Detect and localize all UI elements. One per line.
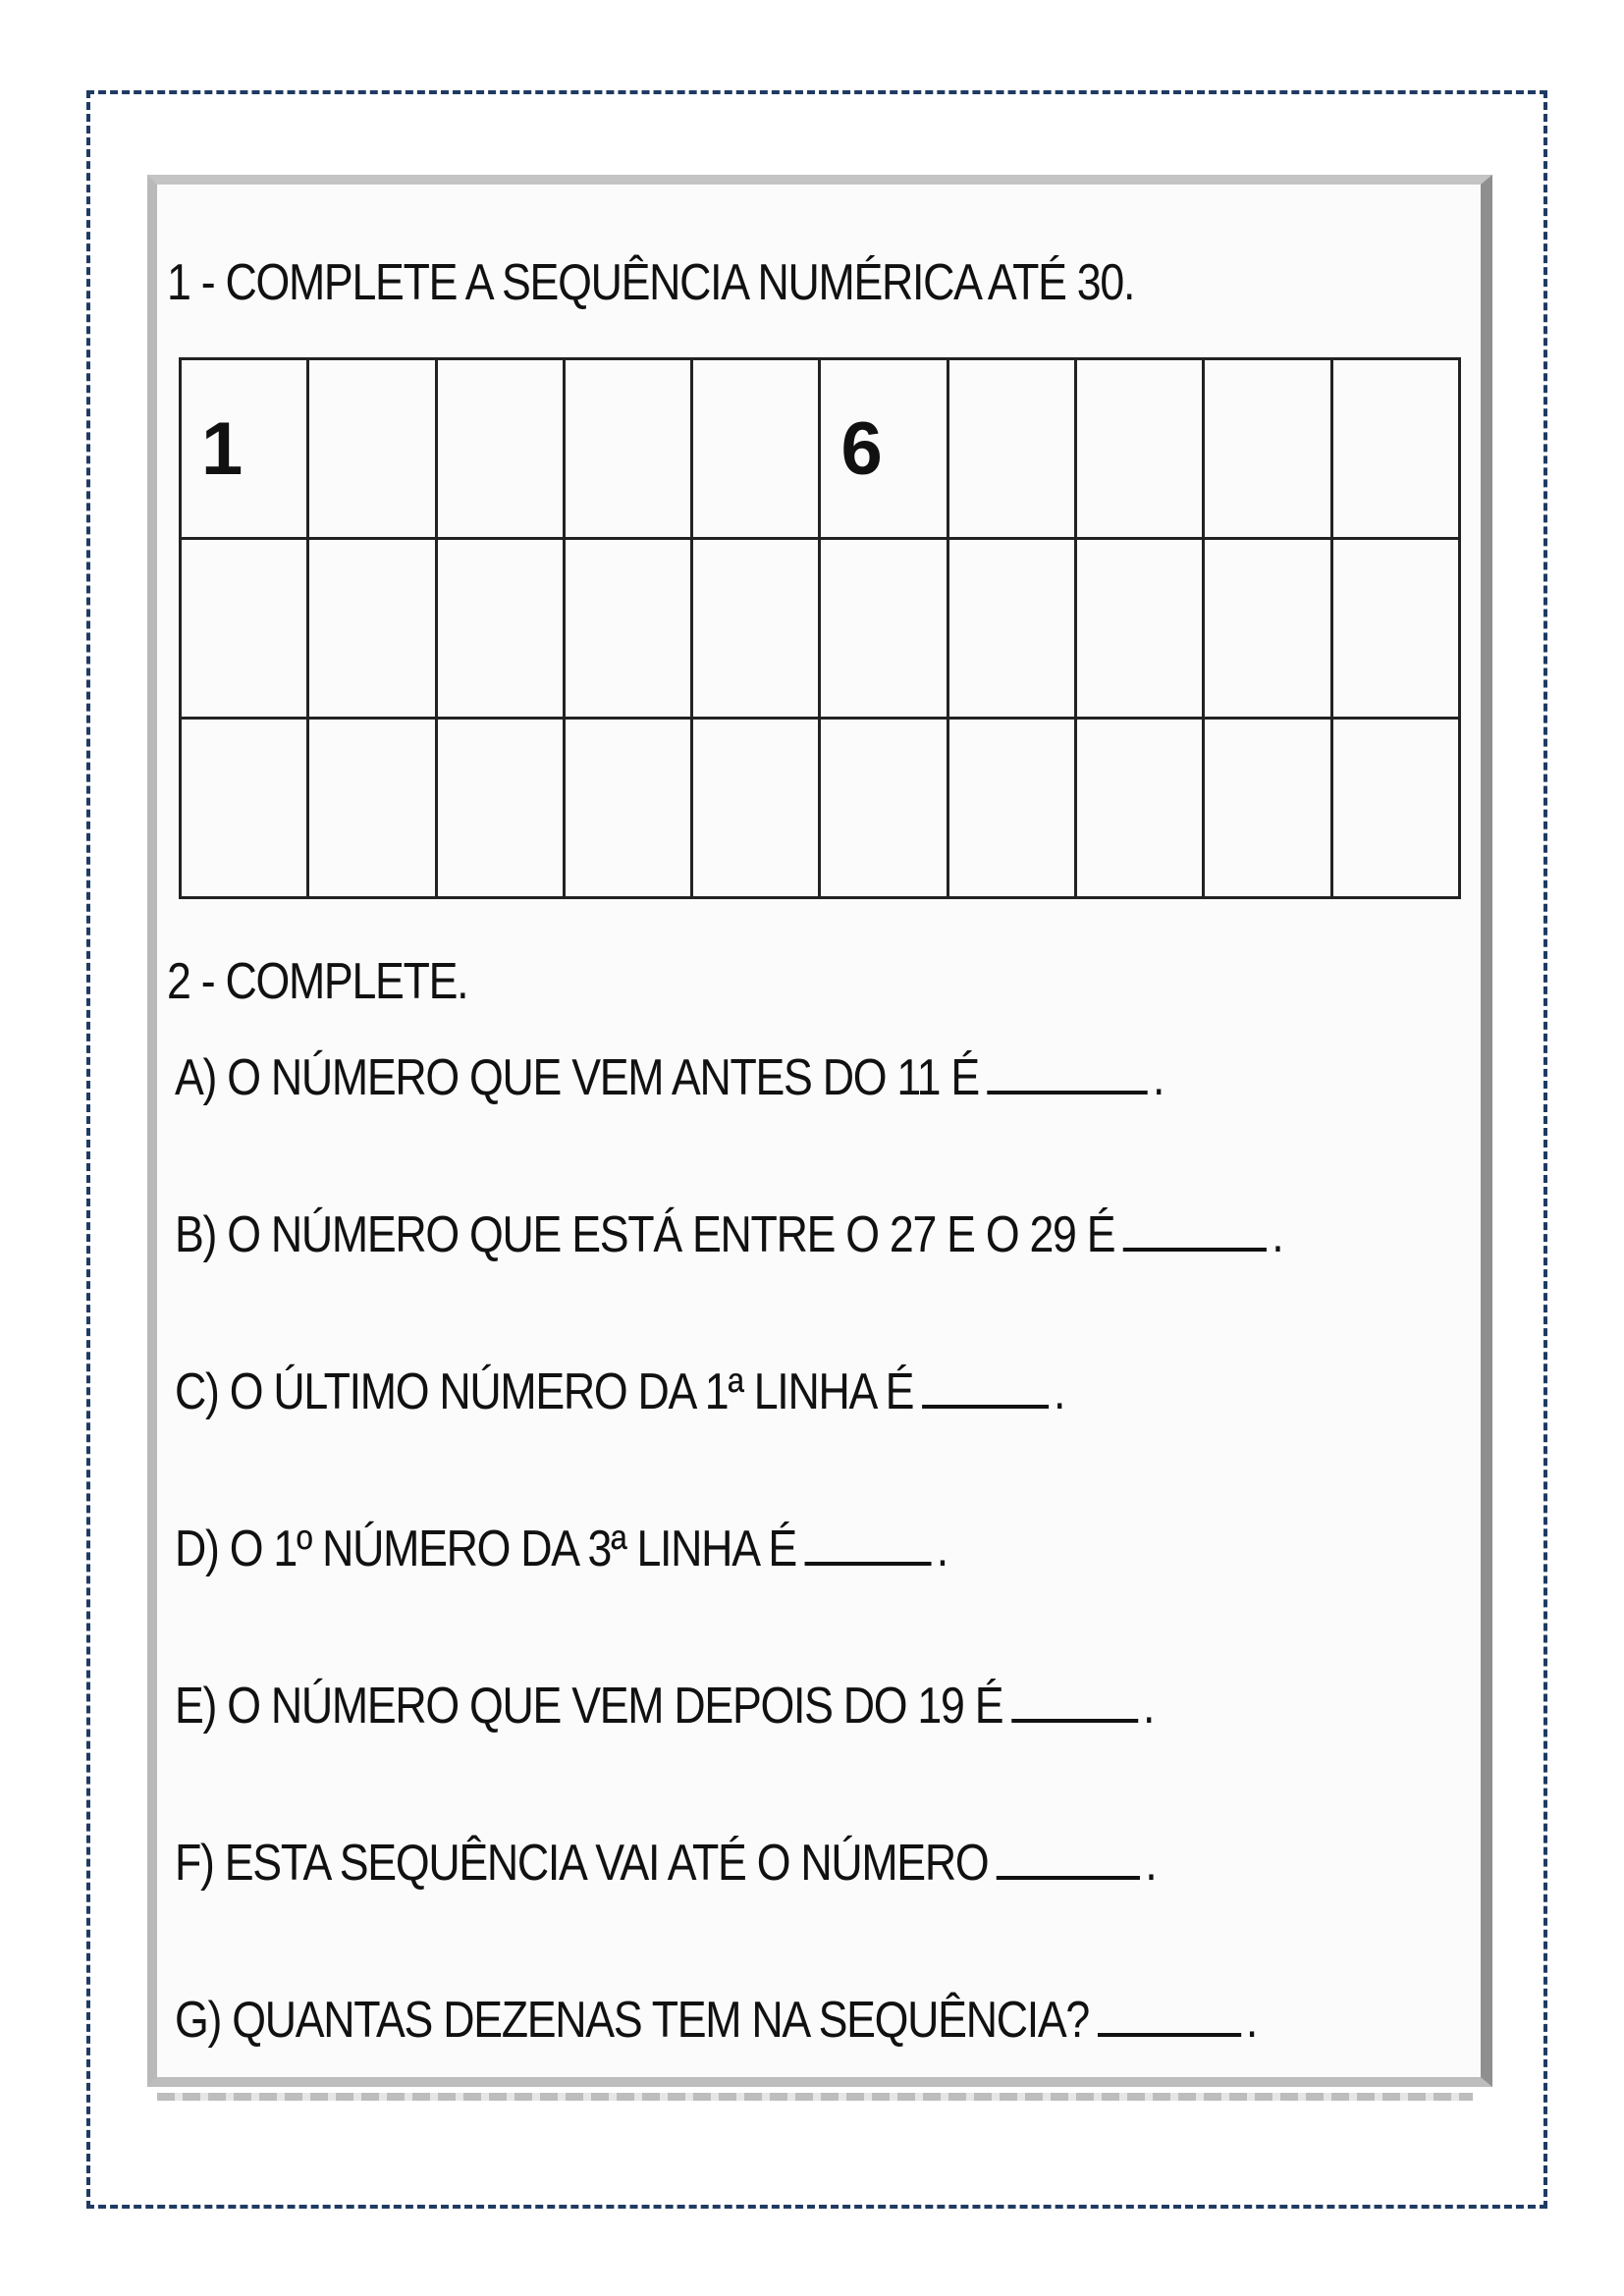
grid-cell[interactable] [1331,719,1459,898]
grid-cell[interactable] [947,719,1075,898]
question-end: . [1145,1835,1157,1892]
grid-row-2 [181,539,1460,719]
question-f [175,1834,1282,1991]
question-end: . [1053,1363,1065,1420]
grid-cell[interactable] [181,539,308,719]
grid-cell[interactable] [1076,719,1204,898]
grid-cell[interactable] [564,719,691,898]
answer-blank[interactable] [987,1051,1147,1095]
grid-cell[interactable] [820,539,947,719]
section-1-title: 1 - COMPLETE A SEQUÊNCIA NUMÉRICA ATÉ 30. [167,254,1135,311]
question-text: D) O 1º NÚMERO DA 3ª LINHA É [175,1521,796,1577]
sequence-grid [179,357,1461,899]
grid-cell[interactable] [692,539,820,719]
grid-row-3 [181,719,1460,898]
grid-cell[interactable] [692,719,820,898]
question-text: F) ESTA SEQUÊNCIA VAI ATÉ O NÚMERO [175,1835,989,1892]
grid-cell[interactable] [1076,359,1204,539]
section-2-title: 2 - COMPLETE. [167,953,468,1010]
question-end: . [1245,1992,1258,2049]
grid-cell[interactable] [1331,539,1459,719]
answer-blank[interactable] [1123,1208,1267,1252]
question-end: . [1272,1206,1283,1263]
grid-cell[interactable] [947,359,1075,539]
question-text: A) O NÚMERO QUE VEM ANTES DO 11 É [175,1049,979,1106]
question-text: E) O NÚMERO QUE VEM DEPOIS DO 19 É [175,1678,1003,1735]
answer-blank[interactable] [1011,1680,1138,1723]
question-c [175,1362,1282,1520]
grid-cell[interactable] [436,539,564,719]
grid-cell[interactable] [308,719,436,898]
scan-edge-shadow [157,2093,1473,2101]
answer-blank[interactable] [1098,1994,1241,2037]
question-text: C) O ÚLTIMO NÚMERO DA 1ª LINHA É [175,1363,914,1420]
grid-cell[interactable] [1204,359,1331,539]
question-text: B) O NÚMERO QUE ESTÁ ENTRE O 27 E O 29 É [175,1206,1115,1263]
grid-cell[interactable] [1204,719,1331,898]
answer-blank[interactable] [922,1365,1049,1409]
grid-cell[interactable] [692,359,820,539]
grid-row-1 [181,359,1460,539]
grid-cell[interactable] [1204,539,1331,719]
grid-cell[interactable] [1076,539,1204,719]
grid-cell[interactable] [436,359,564,539]
grid-cell[interactable] [436,719,564,898]
grid-cell[interactable] [308,539,436,719]
question-text: G) QUANTAS DEZENAS TEM NA SEQUÊNCIA? [175,1992,1089,2049]
grid-cell[interactable] [564,539,691,719]
question-d [175,1520,1282,1677]
question-b [175,1205,1282,1362]
question-e [175,1677,1282,1834]
question-g [175,1991,1282,2148]
answer-blank[interactable] [805,1522,932,1566]
question-list [175,1048,1463,2148]
worksheet [147,175,1492,2087]
grid-cell[interactable] [181,719,308,898]
answer-blank[interactable] [997,1837,1140,1880]
question-end: . [936,1521,947,1577]
grid-cell[interactable] [564,359,691,539]
grid-cell[interactable]: 6 [820,359,947,539]
question-end: . [1153,1049,1164,1106]
grid-cell[interactable] [1331,359,1459,539]
grid-cell[interactable] [308,359,436,539]
grid-cell[interactable]: 1 [181,359,308,539]
question-a [175,1048,1282,1205]
grid-cell[interactable] [820,719,947,898]
grid-cell[interactable] [947,539,1075,719]
question-end: . [1143,1678,1155,1735]
